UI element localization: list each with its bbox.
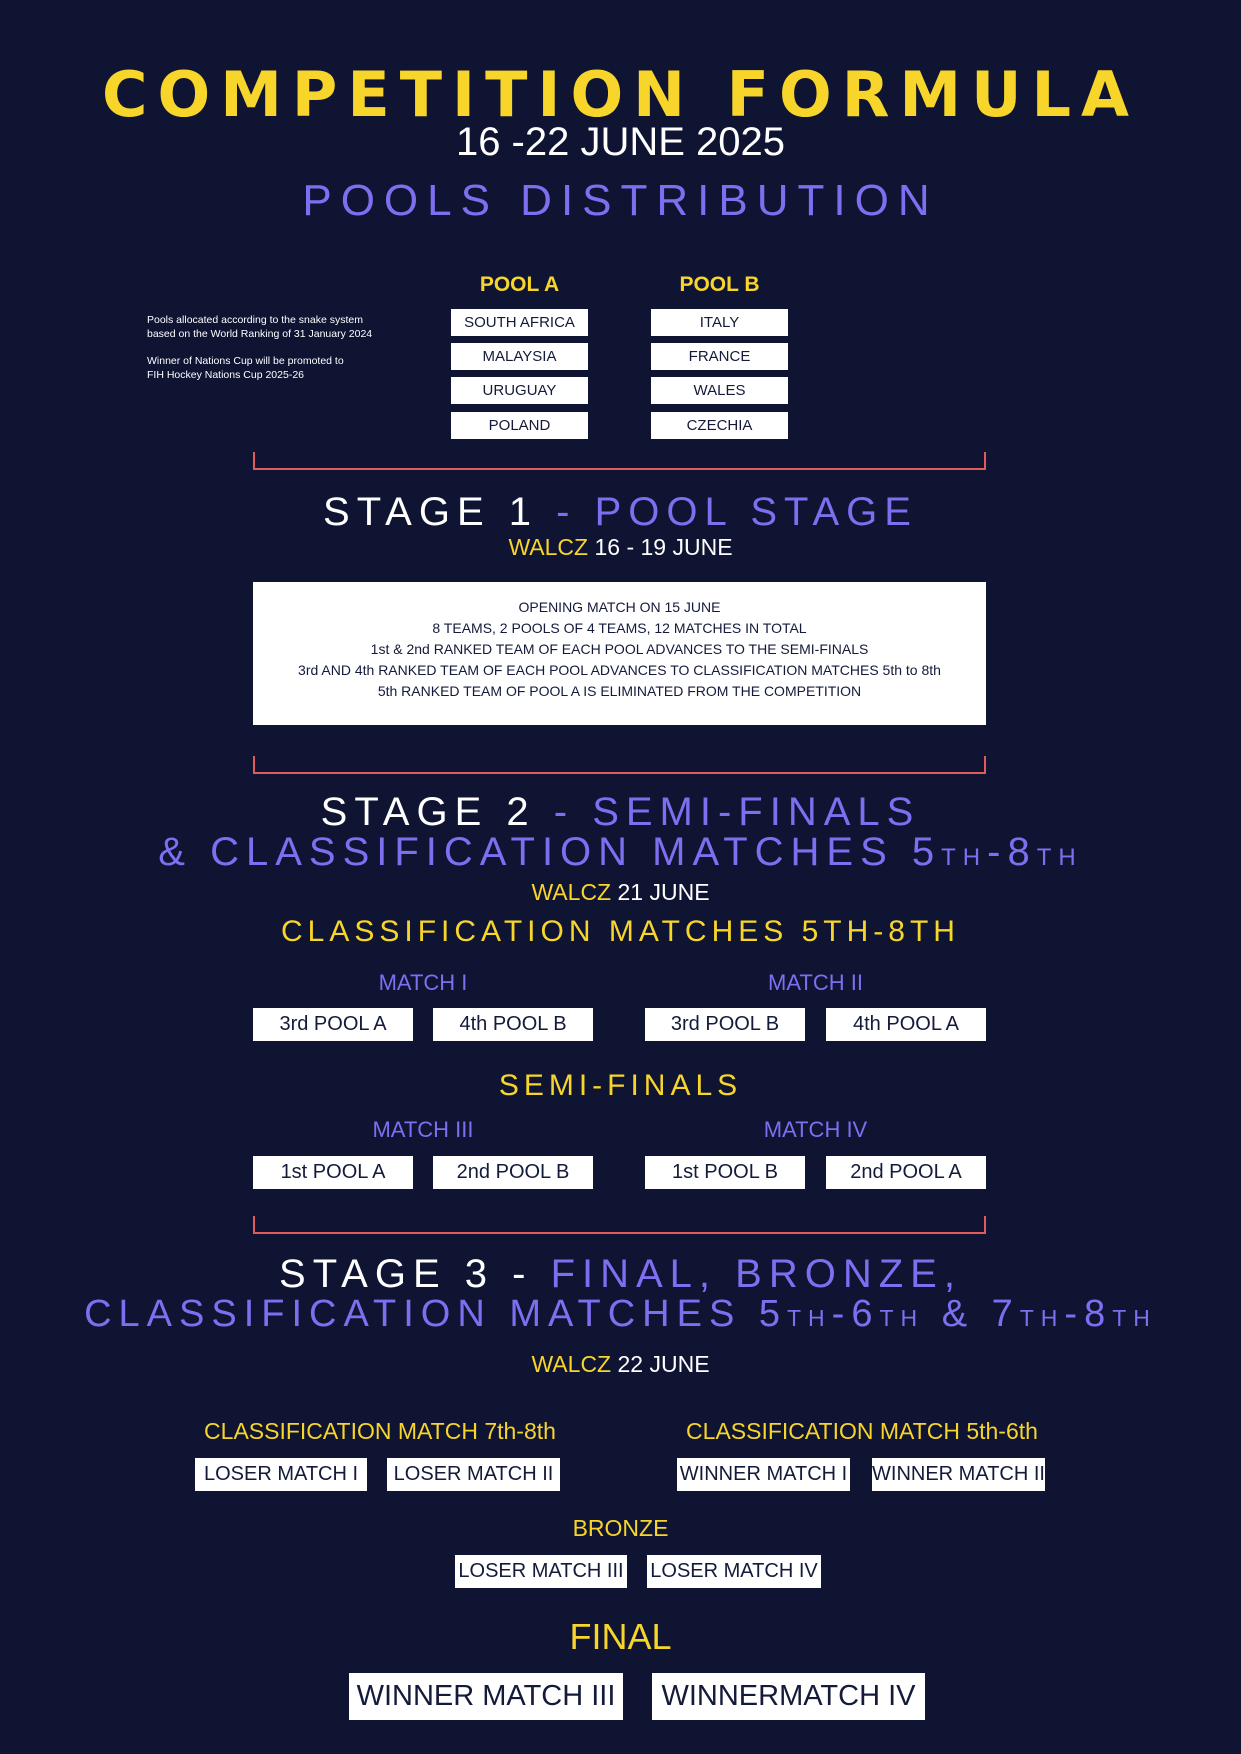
stage3-title-number: STAGE 3 - xyxy=(279,1252,533,1296)
info-line: 8 TEAMS, 2 POOLS OF 4 TEAMS, 12 MATCHES IN TOTAL xyxy=(432,620,807,636)
info-line: 5th RANKED TEAM OF POOL A IS ELIMINATED FROM THE COMPETITION xyxy=(377,683,862,699)
bracket-divider xyxy=(253,452,986,470)
stage1-title-number: STAGE 1 xyxy=(323,490,539,534)
pool-a-team: POLAND xyxy=(451,412,588,439)
match-ii-label: MATCH II xyxy=(768,970,863,995)
team-slot: 3rd POOL B xyxy=(645,1008,805,1041)
ordinal-suffix: TH xyxy=(1036,844,1083,871)
stage3-title-line2 xyxy=(0,1294,1241,1338)
stage3-title-text: CLASSIFICATION MATCHES 5 xyxy=(84,1293,787,1335)
pools-distribution-title: POOLS DISTRIBUTION xyxy=(302,176,939,225)
pool-a-heading: POOL A xyxy=(479,273,560,296)
ordinal-suffix: TH xyxy=(1112,1305,1157,1331)
bracket-divider xyxy=(253,1216,986,1234)
team-slot: WINNER MATCH II xyxy=(872,1458,1045,1491)
final-label: FINAL xyxy=(569,1616,672,1657)
info-line: 1st & 2nd RANKED TEAM OF EACH POOL ADVANCES TO THE SEMI-FINALS xyxy=(370,641,869,657)
page-title: COMPETITION FORMULA xyxy=(102,58,1139,131)
ordinal-suffix: TH xyxy=(1019,1305,1065,1331)
team-slot: 1st POOL B xyxy=(645,1156,805,1189)
team-slot: 1st POOL A xyxy=(253,1156,413,1189)
note-line: based on the World Ranking of 31 January 2024 xyxy=(147,328,373,340)
classification-7-8-label: CLASSIFICATION MATCH 7th-8th xyxy=(204,1418,556,1444)
pool-b-heading: POOL B xyxy=(679,273,760,296)
pool-a-team: URUGUAY xyxy=(451,377,588,404)
team-slot: 4th POOL B xyxy=(433,1008,593,1041)
stage1-title-name: - POOL STAGE xyxy=(538,490,918,534)
pool-b-team: FRANCE xyxy=(651,343,788,370)
stage3-venue: WALCZ xyxy=(531,1351,612,1377)
stage2-title-text: -8 xyxy=(987,830,1037,874)
stage3-title-text: -6 xyxy=(831,1293,880,1335)
stage3-title-text: & 7 xyxy=(924,1293,1020,1335)
stage2-title-name: - SEMI-FINALS xyxy=(535,790,921,834)
pool-a-team: SOUTH AFRICA xyxy=(451,309,588,336)
ordinal-suffix: TH xyxy=(879,1305,925,1331)
stage2-title-text: & CLASSIFICATION MATCHES 5 xyxy=(158,830,942,874)
note-line: Winner of Nations Cup will be promoted to xyxy=(147,355,344,367)
event-dates: 16 -22 JUNE 2025 xyxy=(455,120,786,164)
stage2-dates: 21 JUNE xyxy=(611,879,710,905)
match-i-label: MATCH I xyxy=(378,970,468,995)
semi-finals-title: SEMI-FINALS xyxy=(498,1069,743,1102)
classification-matches-title: CLASSIFICATION MATCHES 5TH-8TH xyxy=(281,915,960,948)
team-slot: LOSER MATCH I xyxy=(195,1458,367,1491)
bronze-label: BRONZE xyxy=(572,1515,669,1541)
info-line: 3rd AND 4th RANKED TEAM OF EACH POOL ADVANCES TO CLASSIFICATION MATCHES 5th to 8th xyxy=(298,662,941,678)
stage2-title-number: STAGE 2 xyxy=(320,790,536,834)
team-slot: 4th POOL A xyxy=(826,1008,986,1041)
stage1-venue-dates xyxy=(0,534,1241,561)
stage3-venue-dates xyxy=(0,1351,1241,1378)
team-slot: LOSER MATCH II xyxy=(387,1458,560,1491)
classification-5-6-label: CLASSIFICATION MATCH 5th-6th xyxy=(686,1418,1038,1444)
stage3-title-name: FINAL, BRONZE, xyxy=(532,1252,962,1296)
match-iii-label: MATCH III xyxy=(372,1117,474,1142)
stage2-venue-dates xyxy=(0,879,1241,906)
notes xyxy=(147,313,372,382)
ordinal-suffix: TH xyxy=(941,844,988,871)
team-slot: WINNERMATCH IV xyxy=(652,1673,925,1720)
stage3-title-text: -8 xyxy=(1064,1293,1113,1335)
team-slot: 2nd POOL B xyxy=(433,1156,593,1189)
bracket-divider xyxy=(253,756,986,774)
team-slot: WINNER MATCH I xyxy=(677,1458,850,1491)
team-slot: LOSER MATCH IV xyxy=(647,1555,821,1588)
note-line: Pools allocated according to the snake system xyxy=(147,314,363,326)
pool-b-team: ITALY xyxy=(651,309,788,336)
info-line: OPENING MATCH ON 15 JUNE xyxy=(518,599,721,615)
stage1-info-box xyxy=(253,582,986,725)
pool-a-team: MALAYSIA xyxy=(451,343,588,370)
stage3-title xyxy=(0,1254,1241,1294)
team-slot: WINNER MATCH III xyxy=(349,1673,623,1720)
ordinal-suffix: TH xyxy=(787,1305,832,1331)
pool-b-team: WALES xyxy=(651,377,788,404)
team-slot: 2nd POOL A xyxy=(826,1156,986,1189)
stage3-dates: 22 JUNE xyxy=(611,1351,710,1377)
stage2-title xyxy=(0,792,1241,832)
stage2-title-line2 xyxy=(0,832,1241,878)
team-slot: 3rd POOL A xyxy=(253,1008,413,1041)
team-slot: LOSER MATCH III xyxy=(455,1555,627,1588)
stage1-dates: 16 - 19 JUNE xyxy=(588,534,733,560)
stage1-title xyxy=(0,492,1241,532)
stage2-venue: WALCZ xyxy=(531,879,612,905)
stage1-venue: WALCZ xyxy=(508,534,589,560)
match-iv-label: MATCH IV xyxy=(763,1117,868,1142)
note-line: FIH Hockey Nations Cup 2025-26 xyxy=(147,369,304,381)
pool-b-team: CZECHIA xyxy=(651,412,788,439)
